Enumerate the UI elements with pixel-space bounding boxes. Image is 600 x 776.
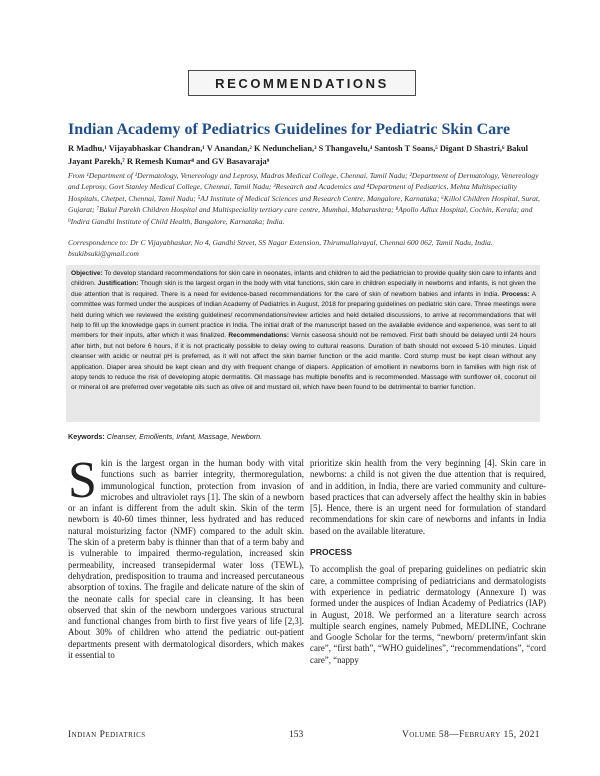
objective-label: Objective:: [71, 270, 103, 277]
article-title: Indian Academy of Pediatrics Guidelines for Pediatric Skin Care: [68, 121, 511, 138]
footer-volume: Volume 58—February 15, 2021: [402, 730, 540, 740]
justification-text: Though skin is the largest organ in the body with vital functions, skin care in children especially in newborns and infants, is not given the due attention that is required. There is a need for evidence-based recommendations for the care of skin of newborn babies and infants in India.: [71, 280, 536, 298]
keywords-text: Cleanser, Emollients, Infant, Massage, Newborn.: [104, 432, 263, 441]
keywords-label: Keywords:: [68, 432, 105, 441]
body-column-left: [68, 452, 304, 661]
recommendations-text: Vernix caseosa should not be removed. First bath should be delayed until 24 hours after birth, but not before 6 hours, if it is not practically possible to delay owing to cultural reasons. Duration of bath should not exceed 5-10 minutes. Liquid cleanser with acidic or neutral pH is preferred, as it will not affect the skin barrier function or the acid mantle. Cord stump must be kept clean without any application. Diaper area should be kept clean and dry with frequent change of diapers. Application of emollient in newborns born in families with high risk of atopy tends to reduce the risk of developing atopic dermatitis. Oil massage has multiple benefits and is recommended. Massage with sunflower oil, coconut oil or mineral oil are preferred over vegetable oils such as olive oil and mustard oil, which have been found to be detrimental to barrier function.: [71, 332, 537, 392]
drop-cap: S: [68, 452, 97, 509]
correspondence: Correspondence to: Dr C Vijayabhaskar, No 4, Gandhi Street, SS Nagar Extension, Thirumullaivayal, Chennai 600 062, Tamil Nadu, India. bsukibsuki@gmail.com: [68, 238, 493, 259]
section-banner: RECOMMENDATIONS: [188, 70, 416, 96]
objective-text: To develop standard recommendations for skin care in neonates, infants and children to aid the pediatrician to provide quality skin care to infants and children.: [71, 270, 536, 288]
intro-continued: prioritize skin health from the very beginning [4]. Skin care in newborns: a child is not given the due attention that is required, and in addition, in India, there are varied community and culture-based practices that can adversely affect the healthy skin in babies [5]. Hence, there is an urgent need for formulation of standard recommendations for skin care of newborns and infants in India based on the available literature.: [310, 458, 546, 536]
affiliations: From ¹Department of ¹Dermatology, Venereology and Leprosy, Madras Medical College, Chennai, Tamil Nadu; ²Department of Dermatology, Venereology and Leprosy, Govt Stanley Medical College, Chennai, Tamil Nadu; ³Research and Academics and ⁴Department of Pediatrics, Mehta Multispeciality Hospitals, Chetpet, Chennai, Tamil Nadu; ⁵AJ Institute of Medical Sciences and Research Centre, Mangalore, Karnataka; ⁶Killol Children Hospital, Surat, Gujarat; ⁷Bakul Parekh Children Hospital and Multispeciality tertiary care centre, Mumbai, Maharashtra; ⁸Apollo Adlux Hospital, Cochin, Kerala; and ⁹Indira Gandhi Institute of Child Health, Bangalore, Karnataka; India.: [68, 171, 540, 226]
justification-label: Justification:: [97, 280, 139, 288]
section-heading-process: PROCESS: [310, 547, 353, 558]
footer-page-number: 153: [289, 730, 304, 740]
process-paragraph: To accomplish the goal of preparing guidelines on pediatric skin care, a committee comprising of pediatricians and dermatologists with experience in pediatric dermatology (Annexure I) was formed under the auspices of Indian Academy of Pediatrics (IAP) in August, 2018. We performed an a literature search across multiple search engines, namely Pubmed, MEDLINE, Cochrane and Google Scholar for the terms, “newborn/ preterm/infant skin care”, “first bath”, “WHO guidelines”, “recommendations”, “cord care”, “nappy: [310, 564, 546, 665]
process-text: A committee was formed under the auspices of Indian Academy of Pediatrics in August, 2018 for preparing guidelines on pediatric skin care. Three meetings were held during which we reviewed the existing guidelines/ recommendations/review articles and held detailed discussions, to arrive at recommendations that will help to fill up the knowledge gaps in current practice in India. The initial draft of the manuscript based on the available evidence and experience, was sent to all members for their inputs, after which it was finalized.: [71, 290, 536, 340]
keywords: [68, 432, 538, 441]
recommendations-label: Recommendations:: [228, 332, 290, 340]
author-list: R Madhu,¹ Vijayabhaskar Chandran,¹ V Anandan,² K Nedunchelian,³ S Thangavelu,⁴ Santosh T Soans,⁵ Digant D Shastri,⁶ Bakul Jayant Parekh,⁷ R Remesh Kumar⁸ and GV Basavaraja⁹: [68, 144, 528, 166]
process-label: Process:: [501, 290, 530, 298]
intro-paragraph: kin is the largest organ in the human body with vital functions such as barrier integrity, thermoregulation, immunological function, protection from invasion of microbes and ultraviolet rays [1]. The skin of a newborn or an infant is different from the adult skin. Skin of the term newborn is 40-60 times thinner, less hydrated and has reduced natural moisturizing factor (NMF) compared to the adult skin. The skin of a preterm baby is thinner than that of a term baby and is vulnerable to impaired thermo-regulation, increased skin permeability, increased transepidermal water loss (TEWL), dehydration, predisposition to trauma and increased percutaneous absorption of toxins. The fragile and delicate nature of the skin of the neonate calls for special care in cleansing. It has been observed that skin of the newborn undergoes various structural and functional changes from birth to first five years of life [2,3]. About 30% of children who attend the pediatric out-patient departments present with dermatological disorders, which makes it essential to: [68, 458, 304, 661]
abstract-box: [66, 265, 540, 422]
footer-journal: Indian Pediatrics: [68, 730, 146, 740]
body-column-right: [310, 458, 546, 666]
